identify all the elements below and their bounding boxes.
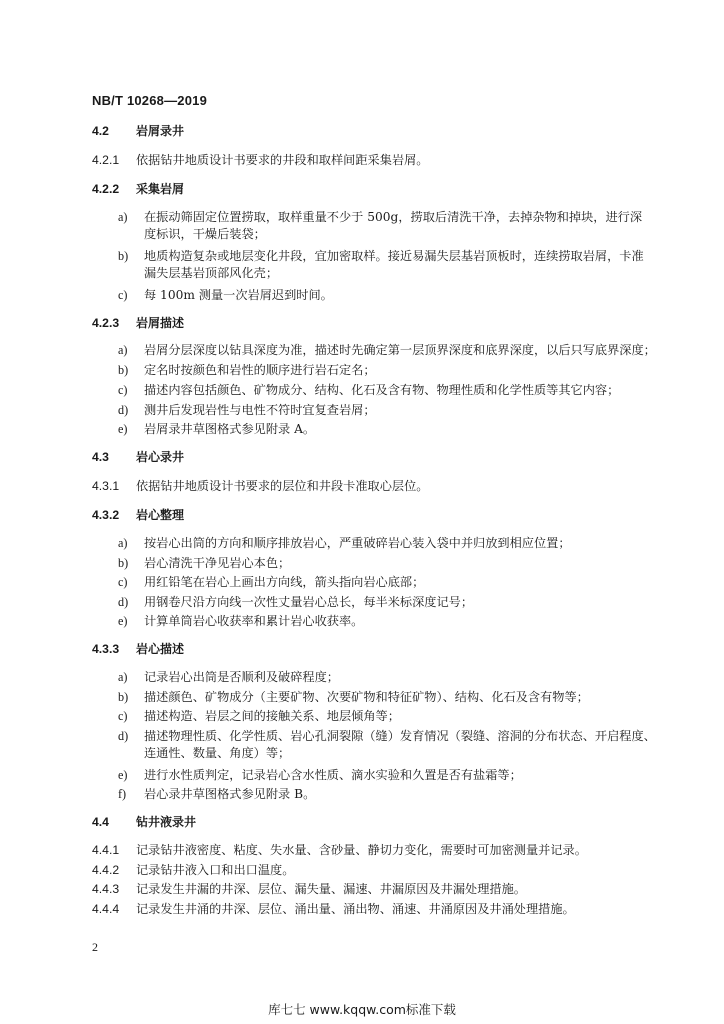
watermark-footer: 库七七 www.kqqw.com标准下载 [268,1002,456,1017]
clause-number: 4.4.3 [92,882,120,896]
item-label: d) [118,595,129,609]
clause-4-3-1 [92,478,429,494]
item-text-continuation: 连通性、数量、角度）等； [144,746,291,760]
section-number: 4.4 [92,815,109,829]
list-item [118,342,656,358]
item-label: e) [118,768,128,782]
item-label: c) [118,288,128,302]
list-item [118,708,400,724]
list-item [118,535,571,551]
list-item [118,728,656,744]
clause-number: 4.4.2 [92,863,120,877]
section-number: 4.2 [92,124,109,138]
item-text: 描述物理性质、化学性质、岩心孔洞裂隙（缝）发育情况（裂缝、溶洞的分布状态、开启程度、 [144,729,656,743]
list-item [118,248,644,264]
section-heading-4-4 [92,814,196,830]
item-text: 用红铅笔在岩心上画出方向线，箭头指向岩心底部； [144,575,425,589]
item-text: 记录岩心出筒是否顺利及破碎程度； [144,670,339,684]
clause-4-2-1 [92,152,429,168]
section-title: 采集岩屑 [136,182,185,196]
item-text: 用钢卷尺沿方向线一次性丈量岩心总长，每半米标深度记号； [144,595,474,609]
list-item [118,555,290,571]
section-number: 4.2.2 [92,182,120,196]
clause-4-4-4 [92,901,575,917]
item-text: 岩心清洗干净见岩心本色； [144,556,291,570]
clause-text: 记录发生井漏的井深、层位、漏失量、漏速、井漏原因及井漏处理措施。 [136,882,526,896]
list-item [118,574,424,590]
section-heading-4-2-2 [92,181,184,197]
clause-text: 依据钻井地质设计书要求的井段和取样间距采集岩屑。 [136,153,429,167]
clause-number: 4.4.4 [92,902,120,916]
section-heading-4-3-3 [92,641,184,657]
section-number: 4.3 [92,450,109,464]
section-title: 岩屑录井 [136,124,185,138]
item-label: d) [118,729,129,743]
item-text: 测井后发现岩性与电性不符时宜复查岩屑； [144,403,376,417]
item-label: c) [118,709,128,723]
item-label: b) [118,690,129,704]
item-text: 地质构造复杂或地层变化井段，宜加密取样。接近易漏失层基岩顶板时，连续捞取岩屑，卡准 [144,249,644,263]
item-label: b) [118,556,129,570]
section-title: 钻井液录井 [136,815,197,829]
item-text: 描述构造、岩层之间的接触关系、地层倾角等； [144,709,400,723]
list-item [118,689,589,705]
item-label: f) [118,787,127,801]
section-title: 岩心描述 [136,642,185,656]
list-item [118,613,363,629]
item-text: 按岩心出筒的方向和顺序排放岩心，严重破碎岩心装入袋中并归放到相应位置； [144,536,571,550]
section-number: 4.2.3 [92,316,120,330]
item-text-continuation: 漏失层基岩顶部风化壳； [144,266,279,280]
section-number: 4.3.2 [92,508,120,522]
page-number: 2 [92,940,98,954]
section-title: 岩心整理 [136,508,185,522]
standard-number: NB/T 10268—2019 [92,93,208,108]
clause-4-4-2 [92,862,294,878]
item-label: e) [118,422,128,436]
item-text: 岩屑分层深度以钻具深度为准，描述时先确定第一层顶界深度和底界深度，以后只写底界深度； [144,343,656,357]
section-title: 岩心录井 [136,450,185,464]
clause-text: 记录发生井涌的井深、层位、涌出量、涌出物、涌速、井涌原因及井涌处理措施。 [136,902,575,916]
item-text: 岩屑录井草图格式参见附录 A。 [144,422,316,436]
clause-text: 记录钻井液密度、粘度、失水量、含砂量、静切力变化，需要时可加密测量并记录。 [136,843,587,857]
clause-number: 4.4.1 [92,843,120,857]
clause-4-4-3 [92,881,526,897]
item-label: c) [118,575,128,589]
list-item [118,382,619,398]
list-item [118,209,642,225]
list-item [118,402,376,418]
item-label: b) [118,249,129,263]
clause-text: 依据钻井地质设计书要求的层位和井段卡准取心层位。 [136,479,429,493]
item-label: a) [118,536,128,550]
section-heading-4-2 [92,123,184,139]
item-text: 描述颜色、矿物成分（主要矿物、次要矿物和特征矿物）、结构、化石及含有物等； [144,690,589,704]
item-label: a) [118,210,128,224]
clause-number: 4.2.1 [92,153,120,167]
item-text: 在振动筛固定位置捞取，取样重量不少于 500g，捞取后清洗干净，去掉杂物和掉块，进行深 [144,210,643,224]
item-text-continuation: 度标识，干燥后装袋； [144,227,266,241]
list-item [118,594,473,610]
section-title: 岩屑描述 [136,316,185,330]
clause-text: 记录钻井液入口和出口温度。 [136,863,295,877]
list-item [118,421,315,437]
item-label: a) [118,670,128,684]
list-item [118,287,333,303]
item-label: b) [118,363,129,377]
item-text: 描述内容包括颜色、矿物成分、结构、化石及含有物、物理性质和化学性质等其它内容； [144,383,620,397]
item-text: 进行水性质判定，记录岩心含水性质、滴水实验和久置是否有盐霜等； [144,768,522,782]
section-heading-4-3 [92,449,184,465]
item-label: c) [118,383,128,397]
list-item [118,767,522,783]
item-label: d) [118,403,129,417]
item-text: 计算单筒岩心收获率和累计岩心收获率。 [144,614,364,628]
section-number: 4.3.3 [92,642,120,656]
clause-4-4-1 [92,842,587,858]
section-heading-4-2-3 [92,315,184,331]
item-label: e) [118,614,128,628]
list-item [118,362,376,378]
section-heading-4-3-2 [92,507,184,523]
item-text: 定名时按颜色和岩性的顺序进行岩石定名； [144,363,376,377]
list-item [118,669,339,685]
list-item [118,786,315,802]
item-text: 岩心录井草图格式参见附录 B。 [144,787,316,801]
item-label: a) [118,343,128,357]
clause-number: 4.3.1 [92,479,120,493]
item-text: 每 100m 测量一次岩屑迟到时间。 [144,288,333,302]
